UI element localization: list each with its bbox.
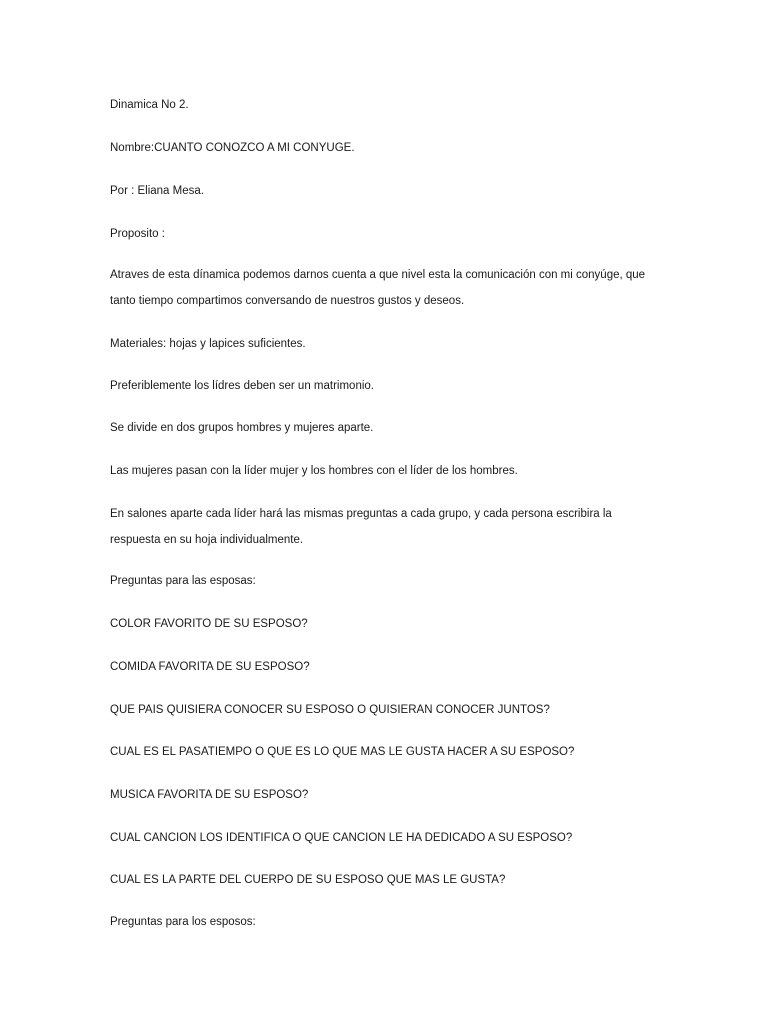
wives-questions-heading: Preguntas para las esposas: [110,575,256,587]
purpose-text-line: tanto tiempo compartimos conversando de nuestros gustos y deseos. [110,295,465,307]
question-item: CUAL CANCION LOS IDENTIFICA O QUE CANCION LE HA DEDICADO A SU ESPOSO? [110,832,573,844]
purpose-text-line: Atraves de esta dínamica podemos darnos cuenta a que nivel esta la comunicación con mi conyúge, que [110,269,646,281]
leaders-note: Preferiblemente los lídres deben ser un matrimonio. [110,380,374,392]
purpose-heading: Proposito : [110,228,165,240]
question-item: CUAL ES EL PASATIEMPO O QUE ES LO QUE MAS LE GUSTA HACER A SU ESPOSO? [110,746,575,758]
procedure-text-line: En salones aparte cada líder hará las mismas preguntas a cada grupo, y cada persona escribira la [110,508,612,520]
procedure-text-line: respuesta en su hoja individualmente. [110,534,304,546]
document-title: Dinamica No 2. [110,99,189,111]
author-line: Por : Eliana Mesa. [110,185,204,197]
husbands-questions-heading: Preguntas para los esposos: [110,916,256,928]
question-item: COMIDA FAVORITA DE SU ESPOSO? [110,661,310,673]
materials-line: Materiales: hojas y lapices suficientes. [110,338,306,350]
question-item: QUE PAIS QUISIERA CONOCER SU ESPOSO O QUISIERAN CONOCER JUNTOS? [110,704,550,716]
division-note: Se divide en dos grupos hombres y mujeres aparte. [110,422,374,434]
name-line: Nombre:CUANTO CONOZCO A MI CONYUGE. [110,142,355,154]
question-item: COLOR FAVORITO DE SU ESPOSO? [110,618,308,630]
question-item: CUAL ES LA PARTE DEL CUERPO DE SU ESPOSO QUE MAS LE GUSTA? [110,874,506,886]
question-item: MUSICA FAVORITA DE SU ESPOSO? [110,789,309,801]
groups-note: Las mujeres pasan con la líder mujer y los hombres con el líder de los hombres. [110,465,518,477]
